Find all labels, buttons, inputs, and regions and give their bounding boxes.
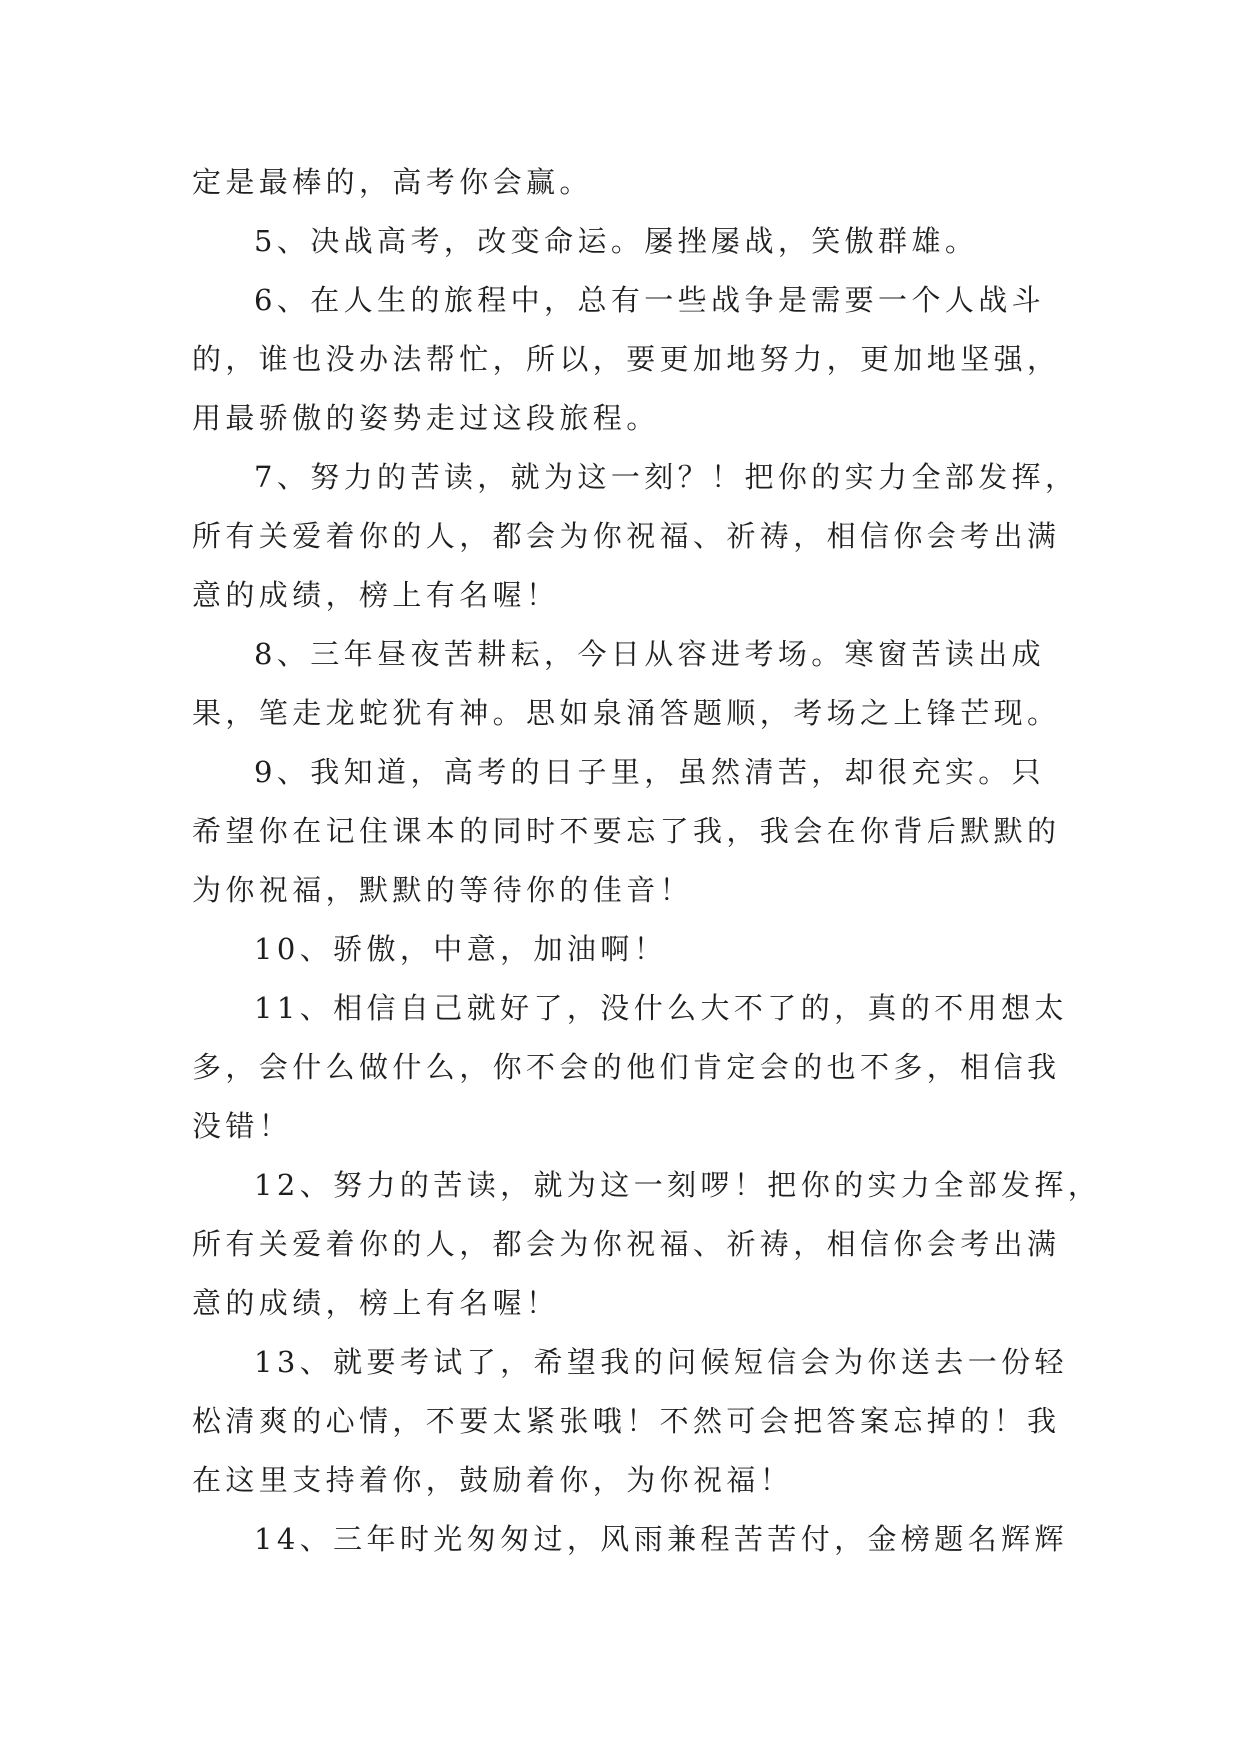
paragraph-line: 定是最棒的，高考你会赢。 (192, 165, 593, 199)
paragraph-line: 6、在人生的旅程中，总有一些战争是需要一个人战斗 (254, 283, 1046, 317)
paragraph-12 (192, 1156, 1102, 1333)
paragraph-line: 没错！ (192, 1109, 293, 1143)
paragraph-line: 所有关爱着你的人，都会为你祝福、祈祷，相信你会考出满 (192, 519, 1061, 553)
paragraph-11 (192, 979, 1072, 1156)
paragraph-line: 所有关爱着你的人，都会为你祝福、祈祷，相信你会考出满 (192, 1227, 1061, 1261)
paragraph-line: 为你祝福，默默的等待你的佳音！ (192, 873, 694, 907)
paragraph-line: 松清爽的心情，不要太紧张哦！不然可会把答案忘掉的！我 (192, 1404, 1061, 1438)
paragraph-line: 果，笔走龙蛇犹有神。思如泉涌答题顺，考场之上锋芒现。 (192, 696, 1061, 730)
paragraph-14 (192, 1510, 1072, 1569)
paragraph-line: 在这里支持着你，鼓励着你，为你祝福！ (192, 1463, 794, 1497)
paragraph-line: 14、三年时光匆匆过，风雨兼程苦苦付，金榜题名辉辉 (254, 1522, 1068, 1556)
paragraph-line: 10、骄傲，中意，加油啊！ (254, 932, 668, 966)
paragraph-line: 5、决战高考，改变命运。屡挫屡战，笑傲群雄。 (254, 224, 979, 258)
paragraph-line: 11、相信自己就好了，没什么大不了的，真的不用想太 (254, 991, 1068, 1025)
paragraph-continuation (192, 153, 1072, 212)
paragraph-line: 意的成绩，榜上有名喔！ (192, 578, 560, 612)
paragraph-6 (192, 271, 1072, 448)
paragraph-10 (192, 920, 1072, 979)
paragraph-7 (192, 448, 1079, 625)
paragraph-line: 8、三年昼夜苦耕耘，今日从容进考场。寒窗苦读出成 (254, 637, 1046, 671)
paragraph-line: 9、我知道，高考的日子里，虽然清苦，却很充实。只 (254, 755, 1046, 789)
paragraph-line: 用最骄傲的姿势走过这段旅程。 (192, 401, 660, 435)
document-body (192, 153, 1102, 1569)
paragraph-line: 7、努力的苦读，就为这一刻？！把你的实力全部发挥， (254, 460, 1079, 494)
paragraph-line: 希望你在记住课本的同时不要忘了我，我会在你背后默默的 (192, 814, 1061, 848)
paragraph-line: 意的成绩，榜上有名喔！ (192, 1286, 560, 1320)
paragraph-8 (192, 625, 1072, 743)
paragraph-13 (192, 1333, 1072, 1510)
paragraph-9 (192, 743, 1072, 920)
paragraph-line: 的，谁也没办法帮忙，所以，要更加地努力，更加地坚强， (192, 342, 1061, 376)
paragraph-line: 多，会什么做什么，你不会的他们肯定会的也不多，相信我 (192, 1050, 1061, 1084)
paragraph-5 (192, 212, 1072, 271)
paragraph-line: 13、就要考试了，希望我的问候短信会为你送去一份轻 (254, 1345, 1068, 1379)
paragraph-line: 12、努力的苦读，就为这一刻啰！把你的实力全部发挥， (254, 1168, 1102, 1202)
